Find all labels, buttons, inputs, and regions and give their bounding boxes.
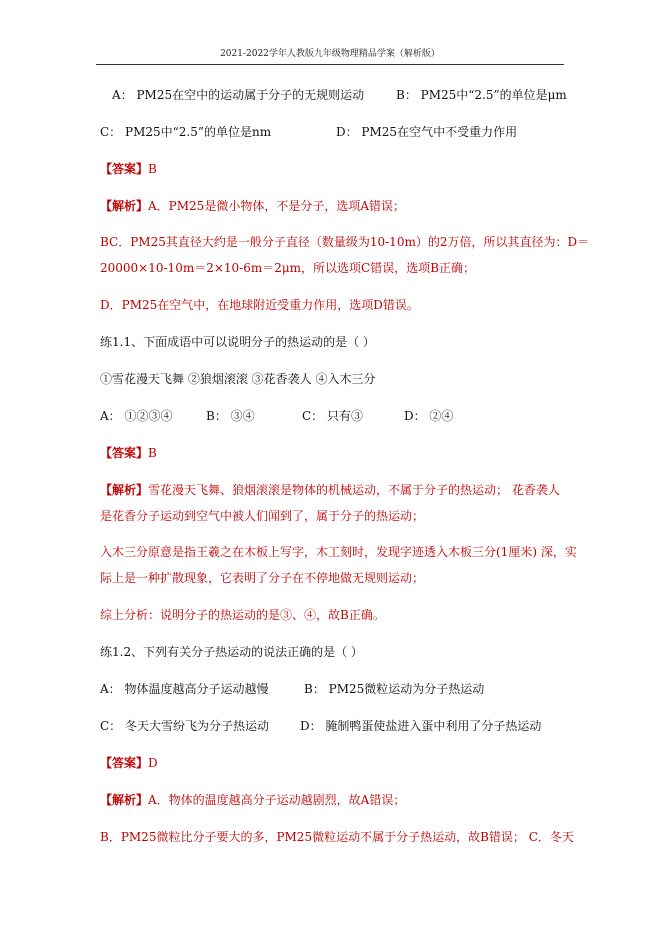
practice-1-1-items: ①雪花漫天飞舞 ②狼烟滚滚 ③花香袭人 ④入木三分 <box>100 372 376 386</box>
practice-1-1-option-a: A： ①②③④ <box>100 409 173 423</box>
q1-option-a: A： PM25在空中的运动属于分子的无规则运动 <box>112 88 365 102</box>
q1-analysis-line-3: 20000×10-10m＝2×10-6m＝2μm，所以选项C错误，选项B正确； <box>100 261 476 275</box>
answer-label: 【答案】 <box>100 756 149 770</box>
practice-1-2-analysis-line-2: B．PM25微粒比分子要大的多，PM25微粒运动不属于分子热运动，故B错误； C．冬天 <box>100 830 574 844</box>
practice-1-1-analysis-line-3: 入木三分原意是指王羲之在木板上写字，木工刻时，发现字迹透入木板三分(1厘米) 深，实 <box>100 545 577 559</box>
analysis-text: 雪花漫天飞舞、狼烟滚滚是物体的机械运动，不属于分子的热运动； 花香袭人 <box>148 483 560 497</box>
q1-option-b: B： PM25中“2.5”的单位是μm <box>396 88 567 102</box>
practice-1-1-answer <box>100 445 157 461</box>
practice-1-2-option-d: D： 腌制鸭蛋使盐进入蛋中利用了分子热运动 <box>300 719 542 733</box>
practice-1-1-option-b: B： ③④ <box>206 409 255 423</box>
practice-1-1-option-c: C： 只有③ <box>302 409 363 423</box>
analysis-text: A．PM25是微小物体，不是分子，选项A错误； <box>148 199 405 213</box>
header-divider <box>96 64 564 65</box>
answer-label: 【答案】 <box>100 162 149 176</box>
page-header: 2021-2022学年人教版九年级物理精品学案（解析版） <box>220 49 440 59</box>
answer-value: D <box>148 756 158 770</box>
practice-1-1-analysis-line-5: 综上分析：说明分子的热运动的是③、④，故B正确。 <box>100 608 385 622</box>
analysis-text: A．物体的温度越高分子运动越剧烈，故A错误； <box>148 793 406 807</box>
analysis-label: 【解析】 <box>100 199 149 213</box>
analysis-label: 【解析】 <box>100 793 149 807</box>
q1-option-d: D： PM25在空气中不受重力作用 <box>336 125 518 139</box>
answer-label: 【答案】 <box>100 446 149 460</box>
answer-value: B <box>148 162 157 176</box>
practice-1-1-analysis-line-1 <box>100 482 560 498</box>
practice-1-2-option-b: B： PM25微粒运动为分子热运动 <box>304 682 485 696</box>
practice-1-1-analysis-line-4: 际上是一种扩散现象，它表明了分子在不停地做无规则运动； <box>100 571 425 585</box>
q1-option-c: C： PM25中“2.5”的单位是nm <box>100 125 272 139</box>
practice-1-1-option-d: D： ②④ <box>404 409 454 423</box>
practice-1-2-option-a: A： 物体温度越高分子运动越慢 <box>100 682 269 696</box>
answer-value: B <box>148 446 157 460</box>
q1-answer <box>100 161 157 177</box>
practice-1-2-question: 练1.2、下列有关分子热运动的说法正确的是（ ） <box>100 645 363 659</box>
q1-analysis-line-2: BC．PM25其直径大约是一般分子直径（数量级为10-10m）的2万倍，所以其直径为：D＝ <box>100 235 590 249</box>
q1-analysis-line-1 <box>100 198 405 214</box>
practice-1-2-answer <box>100 755 158 771</box>
q1-analysis-line-4: D．PM25在空气中，在地球附近受重力作用，选项D错误。 <box>100 298 419 312</box>
practice-1-2-option-c: C： 冬天大雪纷飞为分子热运动 <box>100 719 269 733</box>
practice-1-2-analysis-line-1 <box>100 792 405 808</box>
practice-1-1-analysis-line-2: 是花香分子运动到空气中被人们闻到了，属于分子的热运动； <box>100 509 425 523</box>
practice-1-1-question: 练1.1、下面成语中可以说明分子的热运动的是（ ） <box>100 335 375 349</box>
analysis-label: 【解析】 <box>100 483 149 497</box>
